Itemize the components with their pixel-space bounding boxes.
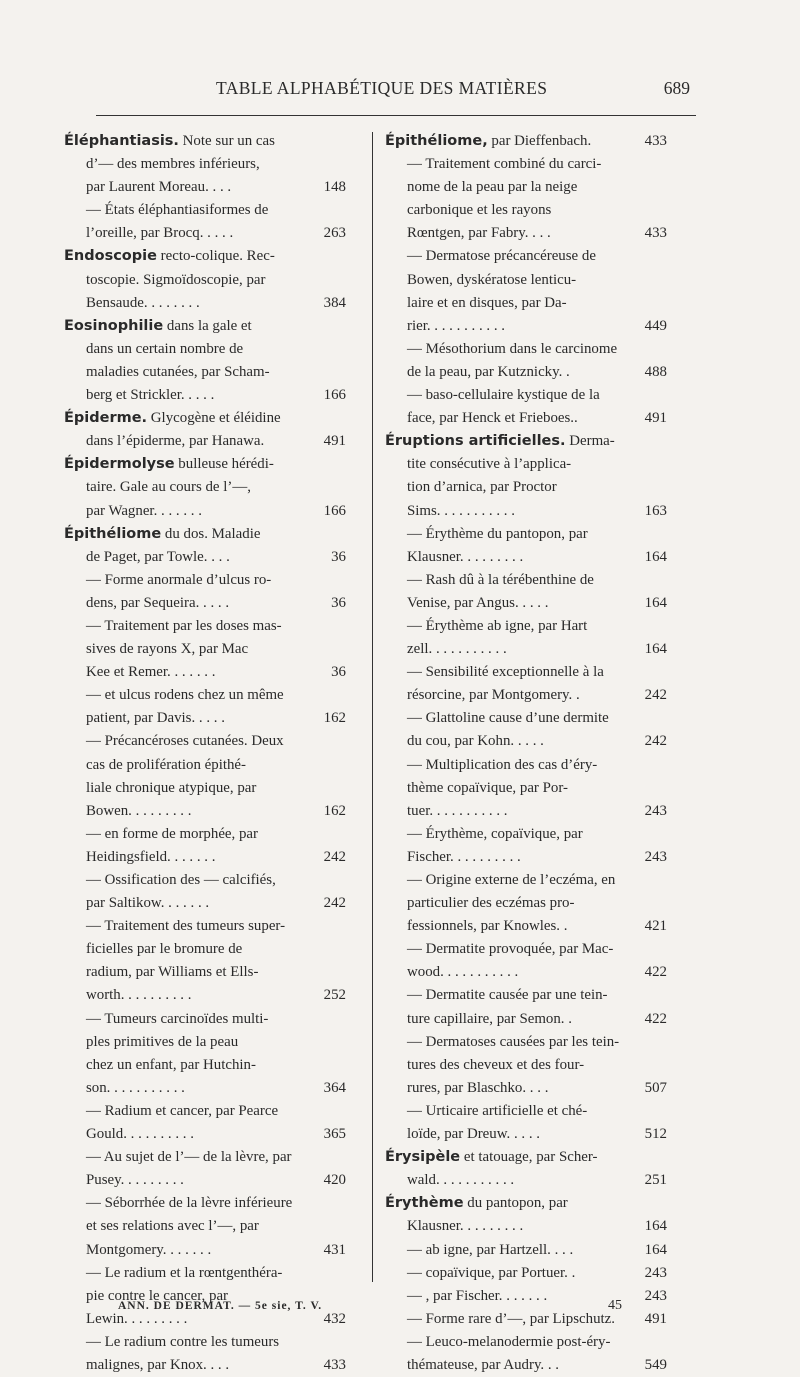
index-continuation-line [385,500,667,523]
entry-text: sives de rayons X, par Mac [86,641,249,658]
entry-text: patient, par Davis. . . . . [86,710,225,727]
entry-text: Venise, par Angus. . . . . [407,594,549,611]
entry-text: nome de la peau par la neige [407,179,578,196]
entry-text: Klausner. . . . . . . . . [407,548,524,565]
index-entry-heading [385,1192,667,1215]
index-continuation-line [64,1354,346,1377]
page-reference: 491 [644,1310,667,1327]
entry-text: Heidingsfield. . . . . . . [86,848,216,865]
entry-text: — Précancéroses cutanées. Deux [86,733,284,750]
index-subentry-line [385,384,667,407]
index-entry-heading [385,1146,667,1169]
index-continuation-line [64,984,346,1007]
entry-text: Derma- [565,433,615,450]
index-continuation-line [385,222,667,245]
index-entry-heading [64,523,346,546]
page-reference: 507 [644,1079,667,1096]
index-subentry-line [64,915,346,938]
page-reference: 162 [323,802,346,819]
entry-text: et tatouage, par Scher- [460,1149,598,1166]
entry-text: tite consécutive à l’applica- [407,456,572,473]
page-reference: 242 [323,895,346,912]
entry-text: — copaïvique, par Portuer. . [407,1264,576,1281]
page-reference: 431 [323,1241,346,1258]
entry-text: — Érythème du pantopon, par [407,525,588,542]
entry-text: — Dermatose précancéreuse de [407,248,596,265]
index-continuation-line [64,153,346,176]
page-reference: 166 [323,502,346,519]
entry-text: — Origine externe de l’eczéma, en [407,872,616,888]
index-continuation-line [64,1054,346,1077]
index-continuation-line [64,754,346,777]
index-subentry-line [385,523,667,546]
index-subentry-line [385,338,667,361]
page-reference: 422 [644,964,667,981]
index-subentry-line [385,984,667,1007]
index-subentry-line [385,1100,667,1123]
entry-text: malignes, par Knox. . . . [86,1356,230,1373]
entry-text: par Laurent Moreau. . . . [86,179,232,196]
index-continuation-line [385,453,667,476]
index-subentry-line [64,1146,346,1169]
entry-headword: Eosinophilie [64,317,164,334]
entry-text: — et ulcus rodens chez un même [86,687,284,704]
entry-text: ples primitives de la peau [86,1033,239,1050]
index-subentry-line [385,1331,667,1354]
index-continuation-line [64,338,346,361]
page-reference: 449 [644,317,667,334]
page-reference: 263 [323,225,346,242]
entry-text: Lewin. . . . . . . . . [86,1310,188,1327]
index-continuation-line [385,1077,667,1100]
entry-text: Rœntgen, par Fabry. . . . [407,225,551,242]
entry-text: Fischer. . . . . . . . . . [407,848,521,865]
entry-text: pie contre le cancer, par [86,1287,229,1304]
entry-text: par Wagner. . . . . . . [86,502,202,519]
index-subentry-line [385,1308,667,1331]
entry-text: wald. . . . . . . . . . . [407,1172,515,1189]
page-title: TABLE ALPHABÉTIQUE DES MATIÈRES [216,78,548,98]
entry-text: maladies cutanées, par Scham- [86,363,270,380]
page-reference: 164 [644,1218,667,1235]
index-continuation-line [385,199,667,222]
entry-text: bulleuse hérédi- [174,456,274,473]
index-subentry-line [64,615,346,638]
entry-text: liale chronique atypique, par [86,779,257,796]
page-reference: 166 [323,387,346,404]
index-continuation-line [385,638,667,661]
index-subentry-line [64,1192,346,1215]
index-continuation-line [64,500,346,523]
entry-text: Klausner. . . . . . . . . [407,1218,524,1235]
index-continuation-line [64,1215,346,1238]
entry-text: et ses relations avec l’—, par [86,1218,259,1235]
entry-text: ture capillaire, par Semon. . [407,1010,572,1027]
index-subentry-line [64,199,346,222]
entry-text: son. . . . . . . . . . . [86,1079,185,1096]
index-continuation-line [64,892,346,915]
index-subentry-line [385,1285,667,1308]
index-continuation-line [385,800,667,823]
index-continuation-line [64,1169,346,1192]
entry-text: berg et Strickler. . . . . [86,387,215,404]
index-subentry-line [385,245,667,268]
entry-text: — Traitement combiné du carci- [407,156,602,173]
page-reference: 163 [644,502,667,519]
entry-text: — baso-cellulaire kystique de la [407,387,600,404]
entry-text: worth. . . . . . . . . . [86,987,192,1004]
page-reference: 242 [323,848,346,865]
page-reference: 164 [644,1241,667,1258]
index-continuation-line [385,777,667,800]
entry-text: — Érythème ab igne, par Hart [407,617,588,634]
index-continuation-line [64,938,346,961]
page-reference: 488 [644,363,667,380]
entry-text: wood. . . . . . . . . . . [407,964,519,981]
entry-text: ficielles par le bromure de [86,941,243,958]
page-reference: 164 [644,548,667,565]
page-number: 689 [663,78,690,98]
entry-text: dens, par Sequeira. . . . . [86,594,230,611]
entry-text: zell. . . . . . . . . . . [407,641,507,658]
index-entry-heading [385,430,667,453]
index-subentry-line [385,153,667,176]
entry-text: loïde, par Dreuw. . . . . [407,1126,541,1143]
index-subentry-line [64,684,346,707]
entry-text: radium, par Williams et Ells- [86,964,259,981]
index-continuation-line [64,361,346,384]
entry-text: Pusey. . . . . . . . . [86,1172,184,1189]
index-entry-heading [64,407,346,430]
entry-text: — Leuco-melanodermie post-éry- [407,1333,611,1350]
index-continuation-line [64,1123,346,1146]
entry-text: — Forme rare d’—, par Lipschutz. [407,1310,615,1327]
index-subentry-line [64,730,346,753]
entry-text: l’oreille, par Brocq. . . . . [86,225,234,242]
page-reference: 365 [323,1126,346,1143]
page-reference: 433 [323,1356,346,1373]
index-continuation-line [64,176,346,199]
index-continuation-line [385,269,667,292]
index-continuation-line [64,1031,346,1054]
index-continuation-line [385,846,667,869]
entry-text: rier. . . . . . . . . . . [407,317,506,334]
index-subentry-line [385,938,667,961]
entry-text: du dos. Maladie [161,525,261,542]
index-subentry-line [64,1008,346,1031]
index-subentry-line [385,707,667,730]
page-reference: 148 [323,179,346,196]
entry-text: Bowen. . . . . . . . . [86,802,192,819]
index-subentry-line [385,823,667,846]
index-continuation-line [64,269,346,292]
entry-text: Bowen, dyskératose lenticu- [407,271,577,288]
entry-text: — Dermatite causée par une tein- [407,987,608,1004]
entry-text: Montgomery. . . . . . . [86,1241,212,1258]
sheet-number: 45 [608,1298,622,1313]
index-subentry-line [385,615,667,638]
index-continuation-line [385,1054,667,1077]
entry-text: — Dermatoses causées par les tein- [407,1033,620,1050]
entry-headword: Endoscopie [64,248,157,265]
entry-text: Kee et Remer. . . . . . . [86,664,216,681]
entry-text: carbonique et les rayons [407,202,552,219]
entry-text: tion d’arnica, par Proctor [407,479,557,496]
entry-text: — Traitement des tumeurs super- [86,918,286,935]
entry-text: du cou, par Kohn. . . . . [407,733,544,750]
entry-text: dans l’épiderme, par Hanawa. [86,433,265,450]
column-divider [372,132,373,1282]
header-rule [96,115,696,116]
page-reference: 243 [644,1287,667,1304]
entry-headword: Éruptions artificielles. [385,433,566,450]
page-reference: 243 [644,1264,667,1281]
entry-text: tuer. . . . . . . . . . . [407,802,508,819]
index-continuation-line [385,892,667,915]
entry-headword: Épiderme. [64,410,148,427]
index-entry-heading [385,130,667,153]
entry-text: — ab igne, par Hartzell. . . . [407,1241,574,1258]
index-subentry-line [385,569,667,592]
index-continuation-line [64,476,346,499]
entry-text: par Saltikow. . . . . . . [86,895,210,912]
index-continuation-line [64,800,346,823]
index-subentry-line [385,661,667,684]
entry-text: tures des cheveux et des four- [407,1056,585,1073]
index-continuation-line [385,684,667,707]
entry-text: — Ossification des — calcifiés, [86,872,276,888]
page-reference: 433 [644,133,667,149]
index-continuation-line [64,707,346,730]
index-continuation-line [385,730,667,753]
page-reference: 420 [323,1172,346,1189]
entry-text: cas de prolifération épithé- [86,756,247,773]
page-reference: 491 [644,410,667,427]
index-continuation-line [385,592,667,615]
entry-text: — Forme anormale d’ulcus ro- [86,571,272,588]
entry-text: — Glattoline cause d’une dermite [407,710,609,727]
index-continuation-line [385,407,667,430]
entry-headword: Épithéliome [64,525,162,542]
entry-text: Glycogène et éléidine [147,410,281,427]
index-subentry-line [385,1239,667,1262]
entry-text: Note sur un cas [178,133,275,149]
entry-text: — en forme de morphée, par [86,825,258,842]
page-reference: 422 [644,1010,667,1027]
entry-text: — Traitement par les doses mas- [86,617,282,634]
index-subentry-line [385,1031,667,1054]
index-subentry-line [64,869,346,892]
signature-mark: ANN. DE DERMAT. — 5e sie, T. V. [118,1300,323,1312]
index-subentry-line [64,1262,346,1285]
page-reference: 421 [644,918,667,935]
entry-text: particulier des eczémas pro- [407,895,575,912]
page-reference: 164 [644,594,667,611]
entry-text: — Sensibilité exceptionnelle à la [407,664,604,681]
entry-text: par Dieffenbach. [487,133,592,149]
entry-text: — Le radium et la rœntgenthéra- [86,1264,283,1281]
index-continuation-line [385,1169,667,1192]
entry-text: résorcine, par Montgomery. . [407,687,580,704]
page-reference: 432 [323,1310,346,1327]
index-entry-heading [64,453,346,476]
entry-text: rures, par Blaschko. . . . [407,1079,549,1096]
page-reference: 36 [331,548,346,565]
entry-text: dans la gale et [163,317,252,334]
index-continuation-line [385,476,667,499]
entry-text: thème copaïvique, par Por- [407,779,568,796]
page-reference: 242 [644,687,667,704]
page-reference: 491 [323,433,346,450]
entry-text: — Radium et cancer, par Pearce [86,1102,279,1119]
entry-text: — Multiplication des cas d’éry- [407,756,598,773]
entry-text: recto-colique. Rec- [156,248,275,265]
entry-text: — Mésothorium dans le carcinome [407,340,618,357]
entry-text: — Érythème, copaïvique, par [407,825,583,842]
entry-text: du pantopon, par [463,1195,568,1212]
entry-text: chez un enfant, par Hutchin- [86,1056,256,1073]
entry-text: face, par Henck et Frieboes.. [407,410,578,427]
entry-headword: Épithéliome, [385,133,488,149]
index-continuation-line [64,384,346,407]
index-column-right [385,130,667,1377]
entry-text: — Tumeurs carcinoïdes multi- [86,1010,269,1027]
entry-text: — Rash dû à la térébenthine de [407,571,594,588]
index-continuation-line [64,661,346,684]
page-reference: 251 [644,1172,667,1189]
index-subentry-line [385,869,667,892]
entry-text: — Le radium contre les tumeurs [86,1333,280,1350]
index-entry-heading [64,315,346,338]
index-subentry-line [385,754,667,777]
entry-text: taire. Gale au cours de l’—, [86,479,251,496]
index-continuation-line [385,361,667,384]
index-subentry-line [64,823,346,846]
page-reference: 36 [331,594,346,611]
entry-headword: Érysipèle [385,1149,461,1166]
index-continuation-line [64,430,346,453]
entry-text: dans un certain nombre de [86,340,244,357]
index-entry-heading [64,130,346,153]
index-continuation-line [385,292,667,315]
index-subentry-line [385,1262,667,1285]
entry-text: — Séborrhée de la lèvre inférieure [86,1195,293,1212]
page-reference: 364 [323,1079,346,1096]
index-continuation-line [385,1215,667,1238]
index-continuation-line [385,176,667,199]
page-reference: 162 [323,710,346,727]
page-reference: 433 [644,225,667,242]
page-reference: 549 [644,1356,667,1373]
entry-text: Bensaude. . . . . . . . [86,294,200,311]
index-continuation-line [64,222,346,245]
index-column-left [64,130,346,1377]
entry-text: — États éléphantiasiformes de [86,202,269,219]
index-subentry-line [64,1331,346,1354]
index-continuation-line [64,546,346,569]
entry-text: — Urticaire artificielle et ché- [407,1102,588,1119]
entry-text: Gould. . . . . . . . . . [86,1126,194,1143]
page-reference: 164 [644,641,667,658]
page-reference: 243 [644,848,667,865]
page-reference: 252 [323,987,346,1004]
entry-text: — Au sujet de l’— de la lèvre, par [86,1149,292,1166]
index-continuation-line [385,315,667,338]
entry-headword: Épidermolyse [64,456,175,473]
index-entry-heading [64,245,346,268]
entry-text: de la peau, par Kutznicky. . [407,363,570,380]
entry-headword: Éléphantiasis. [64,133,179,149]
entry-text: Sims. . . . . . . . . . . [407,502,515,519]
entry-headword: Érythème [385,1195,464,1212]
index-continuation-line [64,592,346,615]
index-continuation-line [385,1123,667,1146]
index-continuation-line [64,1077,346,1100]
page-reference: 36 [331,664,346,681]
index-subentry-line [64,1100,346,1123]
index-continuation-line [385,546,667,569]
entry-text: — , par Fischer. . . . . . . [407,1287,548,1304]
entry-text: fessionnels, par Knowles. . [407,918,568,935]
page-reference: 512 [644,1126,667,1143]
index-continuation-line [64,846,346,869]
index-subentry-line [64,569,346,592]
index-continuation-line [64,292,346,315]
index-continuation-line [385,915,667,938]
running-header [160,78,690,104]
page-reference: 243 [644,802,667,819]
page-reference: 384 [323,294,346,311]
entry-text: thémateuse, par Audry. . . [407,1356,560,1373]
entry-text: de Paget, par Towle. . . . [86,548,230,565]
index-continuation-line [385,1008,667,1031]
index-continuation-line [385,1354,667,1377]
entry-text: — Dermatite provoquée, par Mac- [407,941,614,958]
entry-text: toscopie. Sigmoïdoscopie, par [86,271,266,288]
page-reference: 242 [644,733,667,750]
index-continuation-line [64,777,346,800]
entry-text: laire et en disques, par Da- [407,294,567,311]
index-continuation-line [64,1239,346,1262]
index-continuation-line [64,961,346,984]
index-continuation-line [385,961,667,984]
entry-text: d’— des membres inférieurs, [86,156,260,173]
index-continuation-line [64,638,346,661]
